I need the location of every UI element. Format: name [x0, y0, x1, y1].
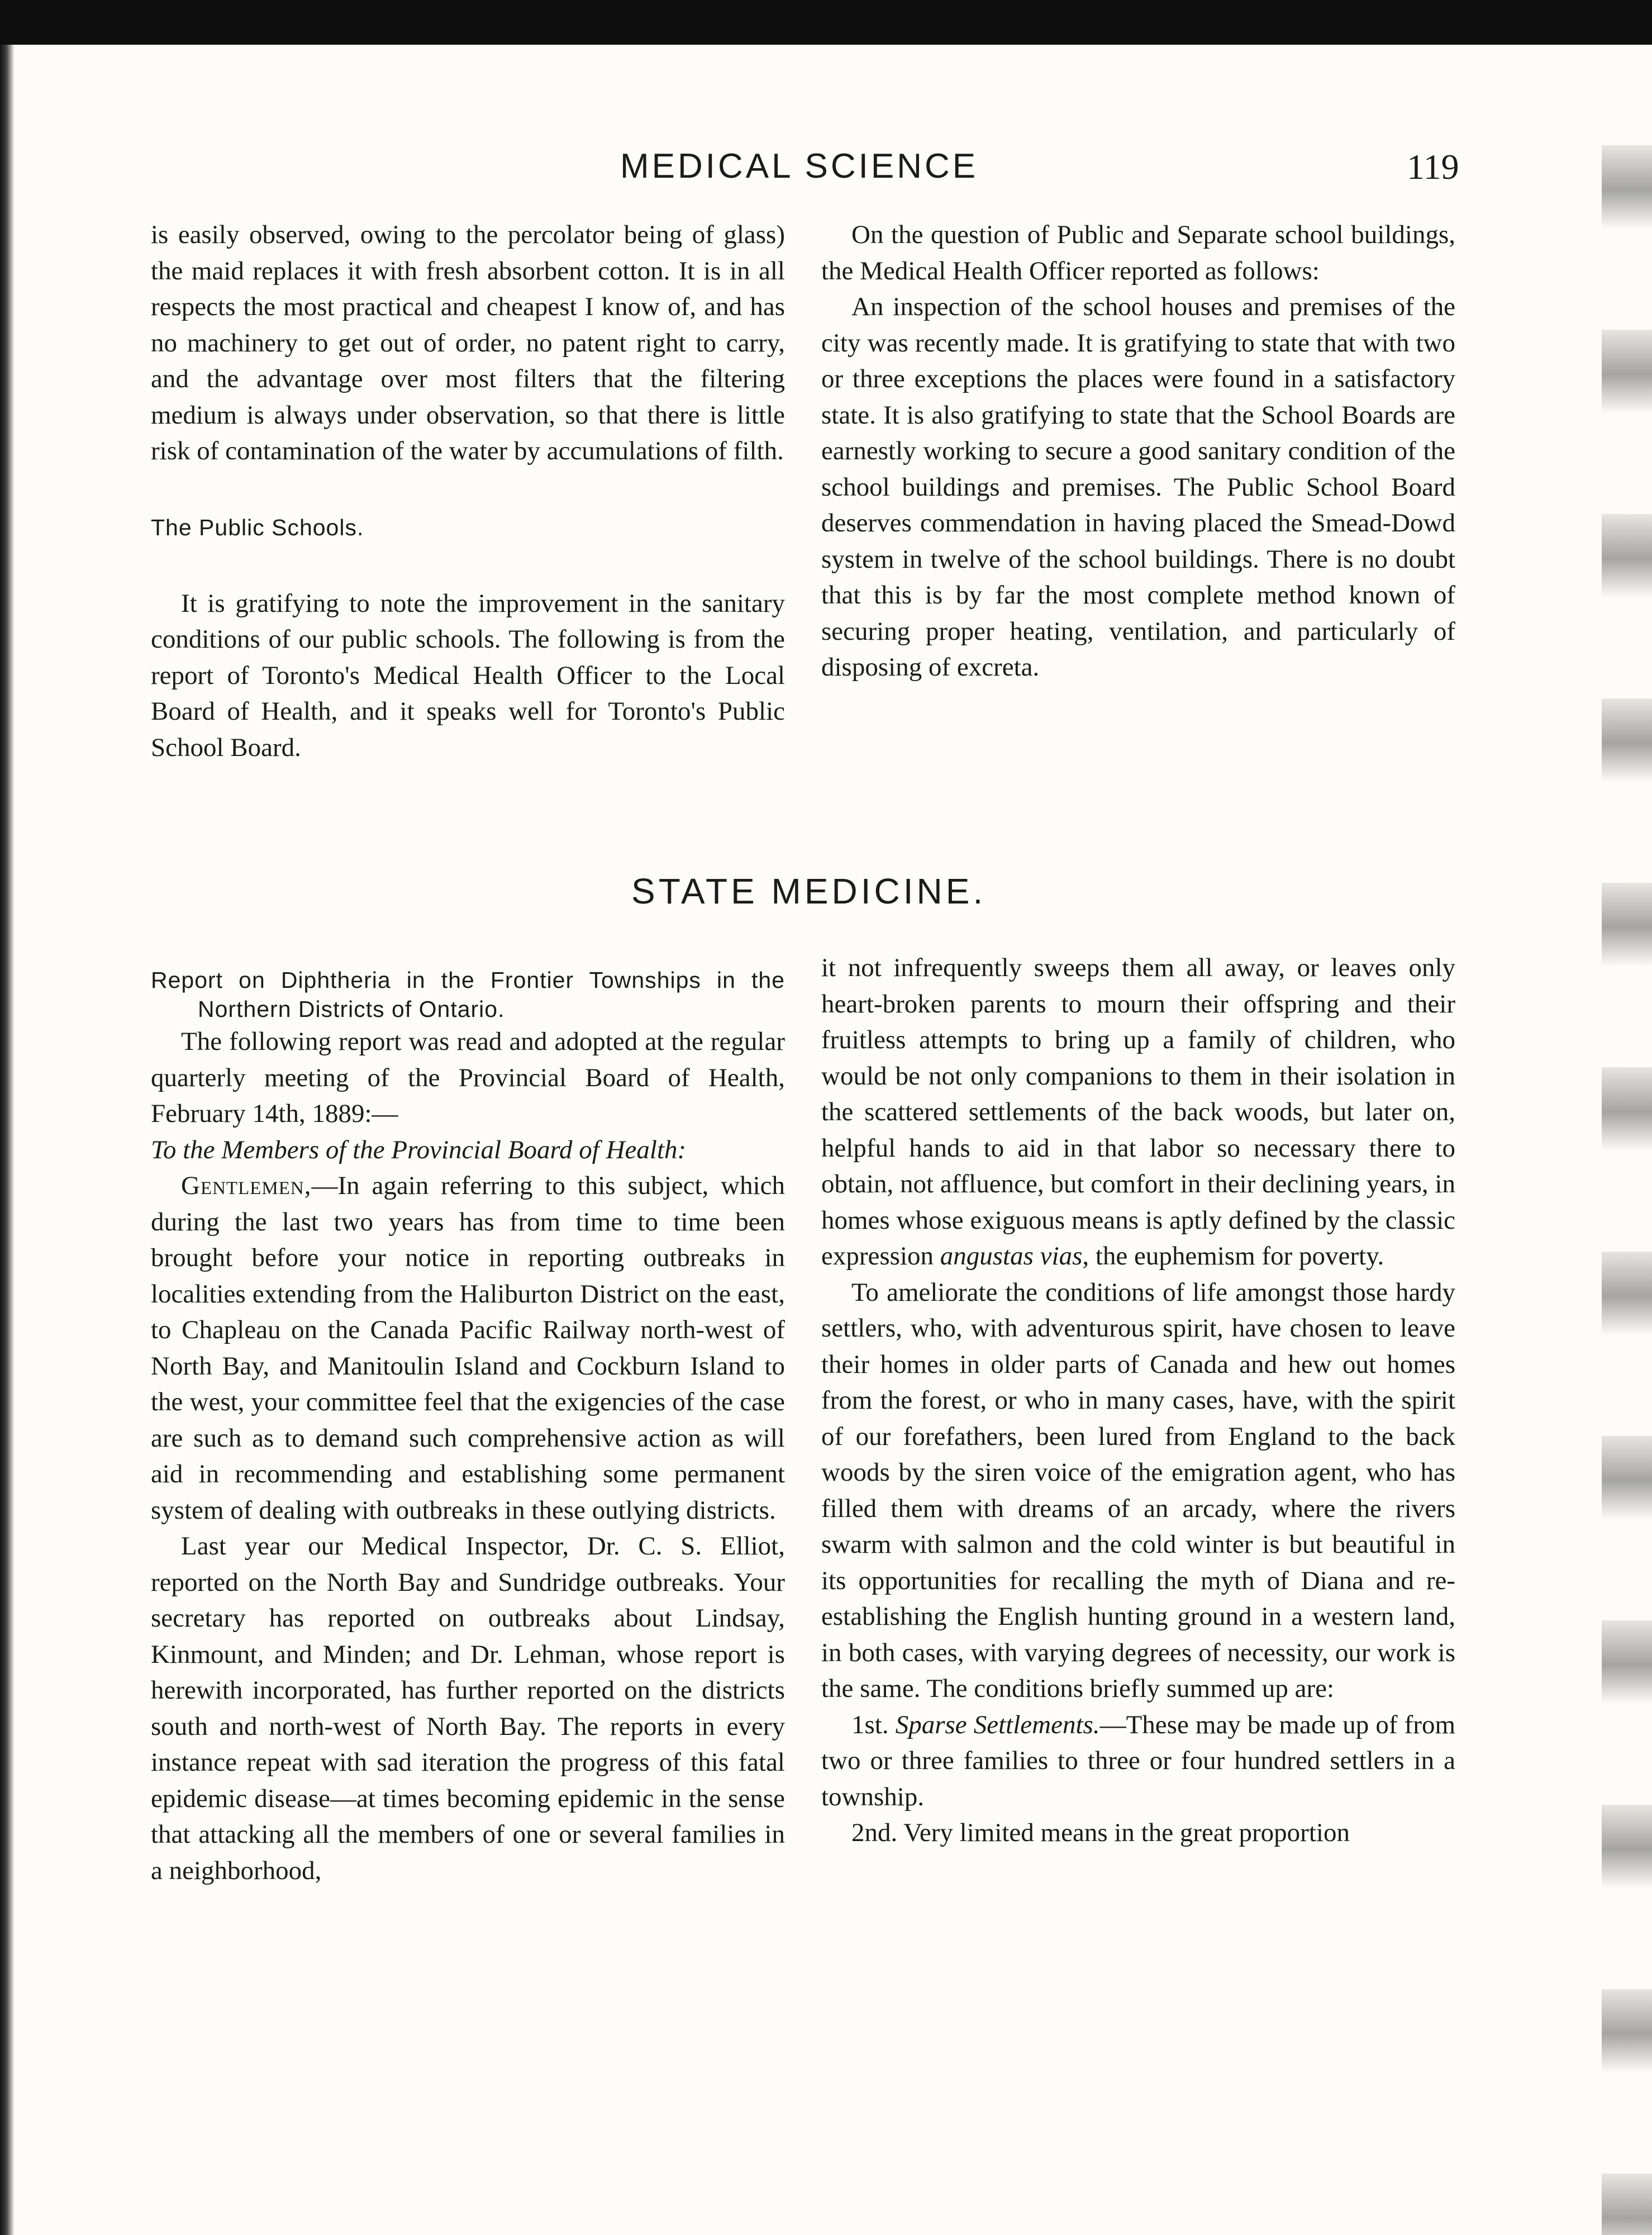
subheading-public-schools: The Public Schools.: [151, 514, 364, 540]
paragraph: On the question of Public and Separate school buildings, the Medical Health Officer reported as follows:: [821, 220, 1455, 286]
section-title: STATE MEDICINE.: [631, 871, 987, 911]
list-text: —These may be made up of from two or three families to three or four hundred settlers in a township.: [821, 1710, 1456, 1811]
paragraph-body: —In again referring to this subject, which during the last two years has from time to time been brought before your notice in reporting outbreaks in localities extending from the Haliburton District on the east, to Chapleau on the Canada Pacific Railway north-west of North Bay, and Manitoulin Island and Cockburn Island to the west, your committee feel that the exigencies of the case are such as to demand such comprehensive action as will aid in recommending and establishing some permanent system of dealing with outbreaks in these outlying districts.: [151, 1171, 785, 1525]
upper-left-column: [151, 217, 785, 765]
paragraph: It is gratifying to note the improvement in the sanitary conditions of our public schools. The following is from the report of Toronto's Medical Health Officer to the Local Board of Health, and it speaks well for Toronto's Public School Board.: [151, 588, 785, 762]
scan-border-left: [0, 45, 15, 2235]
upper-right-column: [821, 217, 1455, 686]
paragraph-text: , the euphemism for poverty.: [1082, 1242, 1384, 1271]
salutation: Gentlemen,: [181, 1171, 312, 1200]
paragraph: An inspection of the school houses and premises of the city was recently made. It is gratifying to state that with two or three exceptions the places were found in a satisfactory state. It is also gratifying to state that the School Boards are earnestly working to secure a good sanitary condition of the school buildings and premises. The Public School Board deserves commendation in having placed the Smead-Dowd system in twelve of the school buildings. There is no doubt that this is by far the most complete method known of securing proper heating, ventilation, and particularly of disposing of excreta.: [821, 292, 1455, 682]
running-title: MEDICAL SCIENCE: [620, 147, 979, 186]
lower-right-column: [821, 950, 1455, 1851]
scan-border-right: [1602, 45, 1652, 2235]
list-heading: Sparse Settlements.: [895, 1710, 1100, 1739]
page-number: 119: [1407, 147, 1459, 187]
scan-border-top: [0, 0, 1652, 45]
paragraph: [151, 1168, 785, 1528]
paragraph-text: it not infrequently sweeps them all away, or leaves only heart-broken parents to mourn their offspring and their fruitless attempts to bring up a family of children, who would be not only companions to them in their isolation in the scattered settlements of the back woods, but later on, helpful hands to aid in that labor so necessary there to obtain, not affluence, but comfort in their declining years, in homes whose exiguous means is aptly defined by the classic expression: [821, 953, 1455, 1271]
list-item: 2nd. Very limited means in the great proportion: [851, 1818, 1350, 1847]
report-title: Report on Diphtheria in the Frontier Townships in the Northern Districts of Ontario.: [151, 967, 785, 1022]
list-number: 1st.: [851, 1710, 896, 1739]
paragraph: Last year our Medical Inspector, Dr. C. S. Elliot, reported on the North Bay and Sundridge outbreaks. Your secretary has reported on outbreaks about Lindsay, Kinmount, and Minden; and Dr. Lehman, whose report is herewith incorporated, has further reported on the districts south and north-west of North Bay. The reports in every instance repeat with sad iteration the progress of this fatal epidemic disease—at times becoming epidemic in the sense that attacking all the members of one or several families in a neighborhood,: [151, 1532, 785, 1885]
address-line: [151, 1132, 785, 1168]
address-text: To the Members of the Provincial Board of Health:: [151, 1135, 687, 1164]
latin-phrase: angustas vias: [940, 1242, 1083, 1271]
paragraph: is easily observed, owing to the percolator being of glass) the maid replaces it with fresh absorbent cotton. It is in all respects the most practical and cheapest I know of, and has no machinery to get out of order, no patent right to carry, and the advantage over most filters that the filtering medium is always under observation, so that there is little risk of contamination of the water by accumulations of filth.: [151, 220, 785, 465]
paragraph: The following report was read and adopted at the regular quarterly meeting of the Provincial Board of Health, February 14th, 1889:—: [151, 1027, 785, 1128]
paragraph: To ameliorate the conditions of life amongst those hardy settlers, who, with adventurous spirit, have chosen to leave their homes in older parts of Canada and hew out homes from the forest, or who in many cases, have, with the spirit of our forefathers, been lured from England to the back woods by the siren voice of the emigration agent, who has filled them with dreams of an arcady, where the rivers swarm with salmon and the cold winter is but beautiful in its opportunities for recalling the myth of Diana and re-establishing the English hunting ground in a western land, in both cases, with varying degrees of necessity, our work is the same. The conditions briefly summed up are:: [821, 1277, 1455, 1703]
paragraph: [821, 950, 1455, 1275]
lower-left-column: [151, 966, 785, 1889]
list-item: [821, 1707, 1455, 1815]
